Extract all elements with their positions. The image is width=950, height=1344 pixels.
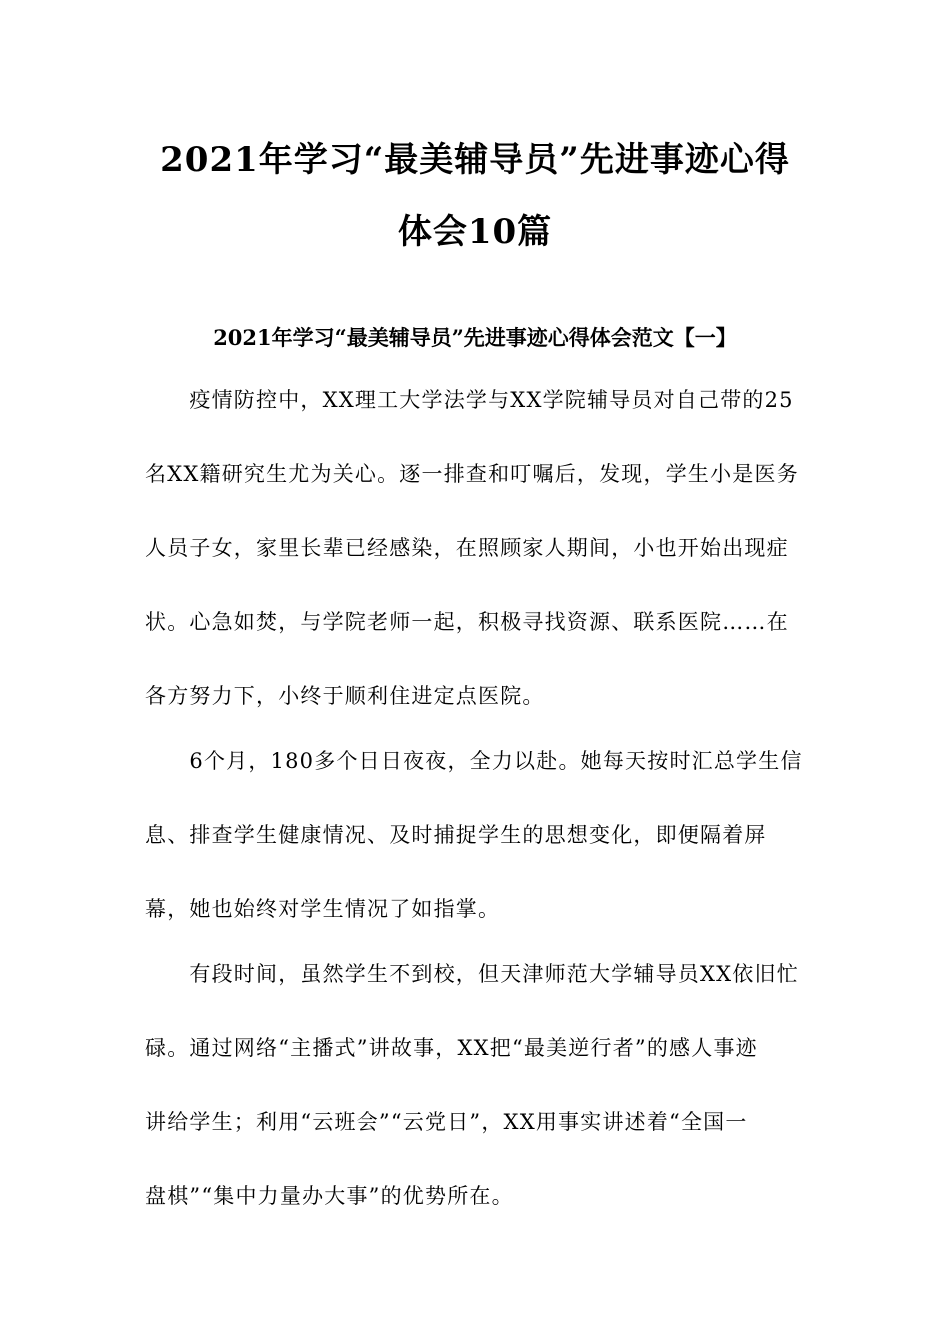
body-text-line: 疫情防控中，XX理工大学法学与XX学院辅导员对自己带的25: [145, 388, 794, 412]
body-text-line: 讲给学生；利用“云班会”“云党日”，XX用事实讲述着“全国一: [145, 1110, 748, 1134]
body-text-line: 人员子女，家里长辈已经感染，在照顾家人期间，小也开始出现症: [145, 536, 789, 560]
body-text-line: 碌。通过网络“主播式”讲故事，XX把“最美逆行者”的感人事迹: [145, 1036, 758, 1060]
body-text-line: 各方努力下，小终于顺利住进定点医院。: [145, 684, 545, 708]
body-text-line: 名XX籍研究生尤为关心。逐一排查和叮嘱后，发现，学生小是医务: [145, 462, 799, 486]
body-text-line: 幕，她也始终对学生情况了如指掌。: [145, 897, 501, 921]
body-text-line: 状。心急如焚，与学院老师一起，积极寻找资源、联系医院……在: [145, 610, 789, 634]
body-text-line: 6个月，180多个日日夜夜，全力以赴。她每天按时汇总学生信: [145, 749, 803, 773]
document-title-line-1: 2021年学习“最美辅导员”先进事迹心得: [160, 140, 790, 180]
document-title-line-2: 体会10篇: [397, 212, 553, 252]
body-text-line: 盘棋”“集中力量办大事”的优势所在。: [145, 1184, 514, 1208]
section-heading: 2021年学习“最美辅导员”先进事迹心得体会范文【一】: [213, 325, 737, 350]
body-text-line: 有段时间，虽然学生不到校，但天津师范大学辅导员XX依旧忙: [145, 962, 799, 986]
body-text-line: 息、排查学生健康情况、及时捕捉学生的思想变化，即便隔着屏: [145, 823, 767, 847]
